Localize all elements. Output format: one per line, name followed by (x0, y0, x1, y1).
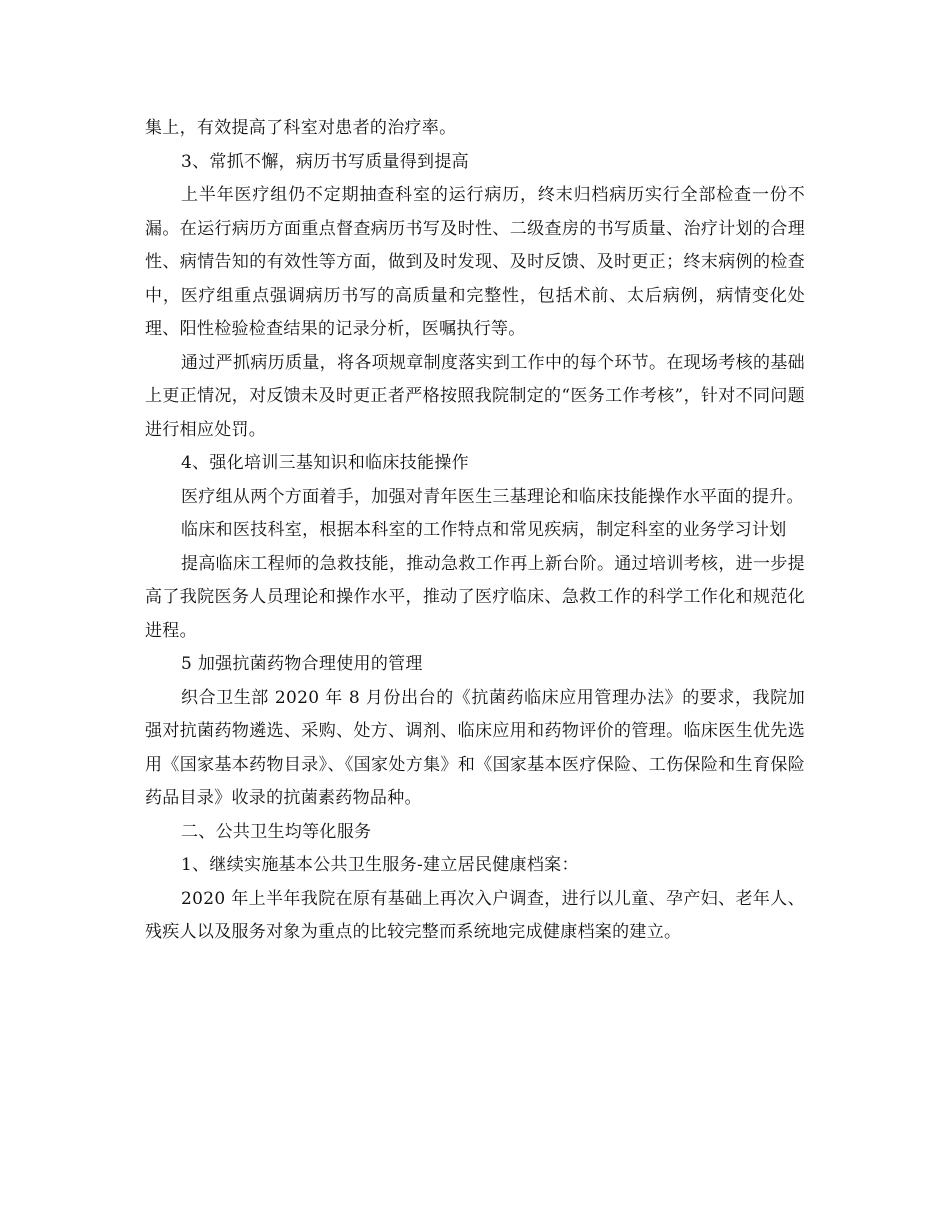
section-heading: 5 加强抗菌药物合理使用的管理 (181, 654, 423, 674)
paragraph: 上半年医疗组仍不定期抽查科室的运行病历，终末归档病历实行全部检查一份不漏。在运行病历方面重点督查病历书写及时性、二级查房的书写质量、治疗计划的合理性、病情告知的有效性等方面，做到及时发现、及时反馈、及时更正；终末病例的检查中，医疗组重点强调病历书写的高质量和完整性，包括术前、太后病例，病情变化处理、阳性检验检查结果的记录分析，医嘱执行等。 (145, 185, 805, 339)
subsection-heading: 1、继续实施基本公共卫生服务-建立居民健康档案： (181, 855, 579, 875)
paragraph: 集上，有效提高了科室对患者的治疗率。 (145, 118, 457, 138)
paragraph: 医疗组从两个方面着手，加强对青年医生三基理论和临床技能操作水平面的提升。 (181, 486, 804, 507)
section-heading: 二、公共卫生均等化服务 (181, 821, 372, 842)
section-heading: 3、常抓不懈，病历书写质量得到提高 (181, 151, 469, 172)
paragraph: 通过严抓病历质量，将各项规章制度落实到工作中的每个环节。在现场考核的基础上更正情况，对反馈未及时更正者严格按照我院制定的“医务工作考核”，针对不同问题进行相应处罚。 (145, 352, 805, 440)
paragraph: 织合卫生部 2020 年 8 月份出台的《抗菌药临床应用管理办法》的要求，我院加强对抗菌药物遴选、采购、处方、调剂、临床应用和药物评价的管理。临床医生优先选用《国家基本药物目录》、《国家处方集》和《国家基本医疗保险、工伤保险和生育保险药品目录》收录的抗菌素药物品种。 (145, 687, 805, 808)
paragraph: 2020 年上半年我院在原有基础上再次入户调查，进行以儿童、孕产妇、老年人、残疾人以及服务对象为重点的比较完整而系统地完成健康档案的建立。 (145, 888, 805, 942)
paragraph: 临床和医技科室，根据本科室的工作特点和常见疾病，制定科室的业务学习计划 (181, 520, 787, 540)
document-body (145, 112, 805, 950)
section-heading: 4、强化培训三基知识和临床技能操作 (181, 453, 469, 473)
paragraph: 提高临床工程师的急救技能，推动急救工作再上新台阶。通过培训考核，进一步提高了我院医务人员理论和操作水平，推动了医疗临床、急救工作的科学工作化和规范化进程。 (145, 553, 805, 641)
